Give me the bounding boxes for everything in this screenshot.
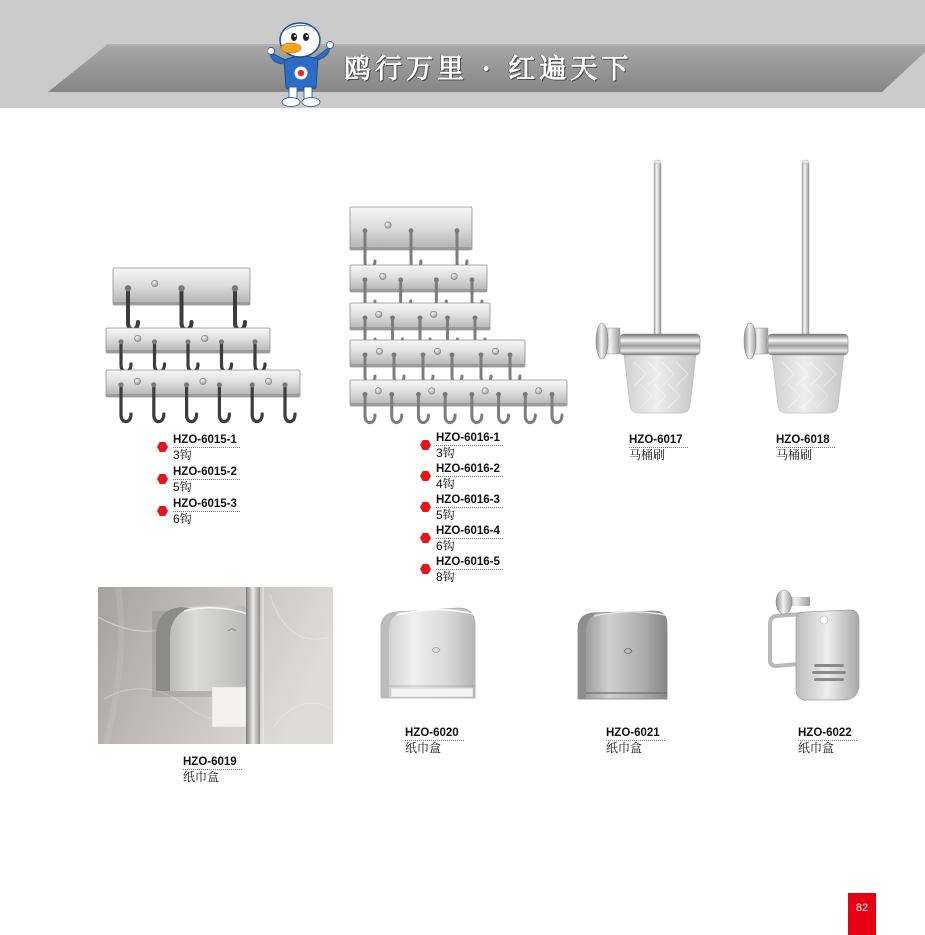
- hzo-6019-paper-holder-photo: [98, 587, 333, 744]
- hook-mount: [398, 277, 403, 282]
- hook-mount: [443, 392, 448, 397]
- rack-screw: [134, 378, 140, 384]
- model-number: HZO-6019: [183, 755, 242, 770]
- banner-slogan: 鸥行万里 · 红遍天下: [344, 54, 633, 85]
- hook-mount: [450, 352, 455, 357]
- product-description: 6钩: [173, 512, 192, 526]
- list-item: [173, 465, 240, 497]
- list-item: [436, 555, 503, 586]
- hzo-6021-label: [606, 726, 665, 756]
- hook-mount: [434, 277, 439, 282]
- hook-mount: [390, 315, 395, 320]
- list-item: [436, 431, 503, 462]
- glass-door-frame: [246, 587, 260, 744]
- hzo-6015-label-list: [173, 433, 240, 529]
- hook-mount: [125, 285, 131, 291]
- hook-mount: [470, 277, 475, 282]
- hook-mount: [455, 228, 460, 233]
- rack-screw: [535, 388, 541, 394]
- rack-plate-edge: [106, 394, 300, 397]
- hook-mount: [469, 392, 474, 397]
- hook-mount: [252, 339, 257, 344]
- hook-rack: [106, 370, 300, 422]
- hook-mount: [363, 228, 368, 233]
- hook-rack: [350, 340, 525, 384]
- hzo-6017-toilet-brush-image: [592, 158, 702, 418]
- hzo-6019-label: [183, 755, 242, 785]
- product-description: 纸巾盒: [183, 770, 220, 784]
- hzo-6020-paper-box-image: [375, 600, 480, 705]
- rack-plate-edge: [350, 403, 567, 406]
- hook-mount: [152, 339, 157, 344]
- hzo-6022-label: [798, 726, 857, 756]
- hook-mount: [496, 392, 501, 397]
- rack-screw: [482, 388, 488, 394]
- hook-mount: [508, 352, 513, 357]
- rack-screw: [202, 335, 208, 341]
- hook-mount: [185, 339, 190, 344]
- list-item: [173, 433, 240, 465]
- paper-roll: [212, 687, 246, 727]
- product-description: 纸巾盒: [606, 741, 643, 755]
- hook-mount: [250, 382, 255, 387]
- rack-screw: [492, 348, 498, 354]
- rack-screw: [376, 311, 382, 317]
- hzo-6015-hook-racks-image: [100, 258, 305, 428]
- product-description: 3钩: [173, 448, 192, 462]
- product-description: 5钩: [436, 508, 455, 522]
- hzo-6022-paper-holder-image: [762, 586, 862, 706]
- hook-mount: [184, 382, 189, 387]
- hexagon-bullet-icon: [420, 440, 431, 450]
- hexagon-bullet-icon: [157, 474, 168, 484]
- model-number: HZO-6018: [776, 433, 835, 448]
- hook-mount: [178, 285, 184, 291]
- model-number: HZO-6020: [405, 726, 464, 741]
- hzo-6016-hook-racks-image: [345, 200, 575, 428]
- hzo-6018-label: [776, 433, 835, 463]
- product-description: 马桶刷: [776, 448, 813, 462]
- list-item: [173, 497, 240, 529]
- hook-mount: [445, 315, 450, 320]
- product-description: 纸巾盒: [798, 741, 835, 755]
- hook-mount: [409, 228, 414, 233]
- rack-screw: [451, 273, 457, 279]
- model-number: HZO-6022: [798, 726, 857, 741]
- product-description: 6钩: [436, 539, 455, 553]
- hook-mount: [392, 352, 397, 357]
- seagull-mascot-icon: [268, 18, 334, 110]
- model-number: HZO-6021: [606, 726, 665, 741]
- model-number: HZO-6016-3: [436, 493, 503, 508]
- hook-mount: [363, 392, 368, 397]
- hook-mount: [418, 315, 423, 320]
- rack-screw: [375, 388, 381, 394]
- product-description: 3钩: [436, 446, 455, 460]
- hook-mount: [363, 315, 368, 320]
- product-description: 4钩: [436, 477, 455, 491]
- product-description: 8钩: [436, 570, 455, 584]
- hzo-6020-label: [405, 726, 464, 756]
- rack-screw: [152, 280, 158, 286]
- hook-mount: [421, 352, 426, 357]
- hook-mount: [118, 339, 123, 344]
- hexagon-bullet-icon: [420, 533, 431, 543]
- hook-mount: [363, 277, 368, 282]
- model-number: HZO-6015-3: [173, 497, 240, 512]
- rack-screw: [429, 388, 435, 394]
- list-item: [436, 524, 503, 555]
- hook-mount: [363, 352, 368, 357]
- product-description: 马桶刷: [629, 448, 666, 462]
- hexagon-bullet-icon: [420, 471, 431, 481]
- rack-plate-edge: [350, 364, 525, 367]
- rack-screw: [200, 378, 206, 384]
- hexagon-bullet-icon: [157, 442, 168, 452]
- model-number: HZO-6016-5: [436, 555, 503, 570]
- page-number: 82: [848, 893, 876, 935]
- rack-plate: [350, 265, 487, 292]
- hook-mount: [473, 315, 478, 320]
- model-number: HZO-6016-1: [436, 431, 503, 446]
- hook-mount: [523, 392, 528, 397]
- hook-mount: [219, 339, 224, 344]
- hzo-6016-label-list: [436, 431, 503, 586]
- hook-mount: [416, 392, 421, 397]
- rack-screw: [385, 222, 391, 228]
- model-number: HZO-6016-2: [436, 462, 503, 477]
- product-description: 纸巾盒: [405, 741, 442, 755]
- hook-rack: [350, 265, 487, 309]
- model-number: HZO-6017: [629, 433, 688, 448]
- hzo-6021-paper-box-image: [572, 605, 672, 705]
- hzo-6018-toilet-brush-image: [740, 158, 850, 418]
- hook-mount: [550, 392, 555, 397]
- model-number: HZO-6015-1: [173, 433, 240, 448]
- rack-plate: [350, 380, 567, 406]
- rack-screw: [380, 273, 386, 279]
- wall-mount: [776, 590, 792, 614]
- rack-plate-edge: [350, 289, 487, 292]
- product-description: 5钩: [173, 480, 192, 494]
- hook-mount: [282, 382, 287, 387]
- hexagon-bullet-icon: [420, 564, 431, 574]
- paper-slot: [391, 688, 473, 697]
- hook-mount: [232, 285, 238, 291]
- list-item: [436, 493, 503, 524]
- rack-screw: [376, 348, 382, 354]
- hook-mount: [389, 392, 394, 397]
- hzo-6017-label: [629, 433, 688, 463]
- hook-mount: [118, 382, 123, 387]
- hexagon-bullet-icon: [157, 506, 168, 516]
- model-number: HZO-6015-2: [173, 465, 240, 480]
- rack-screw: [431, 311, 437, 317]
- list-item: [436, 462, 503, 493]
- rack-screw: [265, 378, 271, 384]
- hook-rack: [113, 268, 250, 330]
- hook-mount: [217, 382, 222, 387]
- cover-plate: [796, 610, 859, 700]
- hook-rack: [106, 328, 270, 372]
- hook-rack: [350, 380, 567, 423]
- model-number: HZO-6016-4: [436, 524, 503, 539]
- hook-mount: [479, 352, 484, 357]
- rack-screw: [434, 348, 440, 354]
- hook-rack: [350, 207, 472, 269]
- rack-screw: [135, 335, 141, 341]
- hook-mount: [151, 382, 156, 387]
- hexagon-bullet-icon: [420, 502, 431, 512]
